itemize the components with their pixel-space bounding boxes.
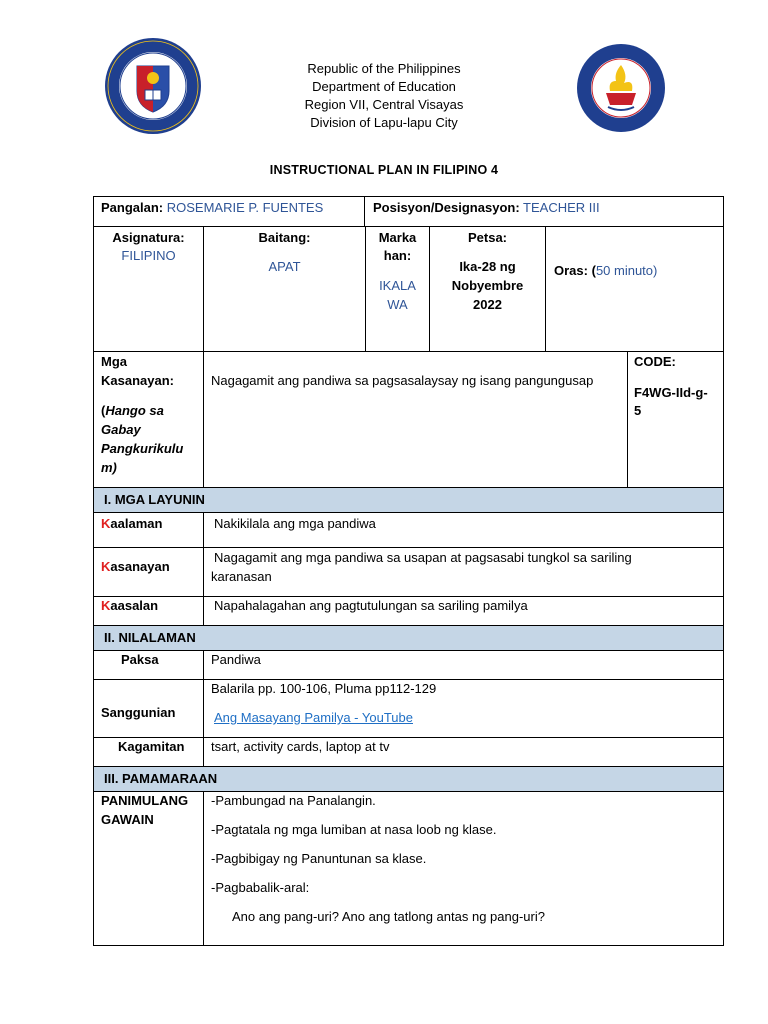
kasanayan-initial: K bbox=[101, 559, 111, 574]
time-value: 50 minuto bbox=[595, 263, 654, 278]
panimulang-label-line1: PANIMULANG bbox=[101, 793, 189, 808]
sanggunian-value: Balarila pp. 100-106, Pluma pp112-129 bbox=[211, 681, 437, 696]
code-value-line2: 5 bbox=[634, 403, 642, 418]
code-label: CODE: bbox=[634, 354, 676, 369]
kasanayan-text-line1: Nagagamit ang mga pandiwa sa usapan at pagsasabi tungkol sa sariling bbox=[214, 550, 632, 565]
procedure-item: -Pagbabalik-aral: bbox=[211, 880, 310, 895]
skills-label-line1: Mga bbox=[101, 354, 127, 369]
grade-label: Baitang: bbox=[258, 230, 311, 245]
kagamitan-value: tsart, activity cards, laptop at tv bbox=[211, 739, 390, 754]
header-line: Department of Education bbox=[312, 79, 456, 94]
kaasalan-label bbox=[101, 596, 158, 615]
header-line: Republic of the Philippines bbox=[307, 61, 461, 76]
time-paren-close: ) bbox=[653, 263, 658, 278]
subject-value: FILIPINO bbox=[121, 248, 176, 263]
paksa-value-cell bbox=[203, 650, 724, 680]
marka-label-line1: Marka bbox=[378, 230, 417, 245]
position-value: TEACHER III bbox=[523, 200, 600, 215]
paksa-label: Paksa bbox=[121, 652, 159, 667]
code-value-line1: F4WG-IId-g- bbox=[634, 385, 708, 400]
position-label: Posisyon/Designasyon: bbox=[373, 200, 520, 215]
date-value-line3: 2022 bbox=[473, 297, 502, 312]
kaalaman-initial: K bbox=[101, 516, 111, 531]
time-label: Oras: bbox=[554, 263, 588, 278]
paksa-value: Pandiwa bbox=[211, 652, 261, 667]
skills-source-paren: ( bbox=[101, 403, 106, 418]
procedure-item: -Pagbibigay ng Panuntunan sa klase. bbox=[211, 851, 427, 866]
kaalaman-text: Nakikilala ang mga pandiwa bbox=[214, 516, 376, 531]
time-paren-open: ( bbox=[591, 263, 596, 278]
skills-source bbox=[101, 401, 164, 420]
kaasalan-text: Napahalagahan ang pagtutulungan sa sariling pamilya bbox=[214, 598, 528, 613]
kagamitan-label: Kagamitan bbox=[118, 739, 185, 754]
panimulang-label-line2: GAWAIN bbox=[101, 812, 154, 827]
kaasalan-rest: aasalan bbox=[110, 598, 159, 613]
time-cell bbox=[545, 226, 724, 352]
agency-header bbox=[284, 60, 484, 132]
kasanayan-rest: asanayan bbox=[110, 559, 170, 574]
sanggunian-label: Sanggunian bbox=[101, 705, 176, 720]
code-cell bbox=[627, 351, 724, 488]
date-value-line1: Ika-28 ng bbox=[459, 259, 516, 274]
kasanayan-label bbox=[101, 557, 170, 576]
section-nilalaman-heading: II. NILALAMAN bbox=[93, 625, 724, 651]
kaasalan-initial: K bbox=[101, 598, 111, 613]
marka-value-line1: IKALA bbox=[379, 278, 416, 293]
subject-label: Asignatura: bbox=[112, 230, 185, 245]
document-title: INSTRUCTIONAL PLAN IN FILIPINO 4 bbox=[269, 163, 499, 177]
date-value-line2: Nobyembre bbox=[451, 278, 524, 293]
skills-source-line1: Hango sa bbox=[105, 403, 164, 418]
name-field bbox=[101, 198, 323, 217]
time-field bbox=[554, 261, 657, 280]
kaalaman-label bbox=[101, 514, 162, 533]
procedure-item: -Pambungad na Panalangin. bbox=[211, 793, 376, 808]
procedure-item: Ano ang pang-uri? Ano ang tatlong antas ng pang-uri? bbox=[232, 909, 545, 924]
marka-value-line2: WA bbox=[387, 297, 408, 312]
section-pamamaraan-heading: III. PAMAMARAAN bbox=[93, 766, 724, 792]
grade-value: APAT bbox=[268, 259, 301, 274]
deped-seal-logo bbox=[103, 36, 203, 136]
skills-source-line2: Gabay bbox=[101, 422, 141, 437]
date-label: Petsa: bbox=[467, 230, 508, 245]
procedure-item: -Pagtatala ng mga lumiban at nasa loob ng klase. bbox=[211, 822, 497, 837]
skills-text: Nagagamit ang pandiwa sa pagsasalaysay ng isang pangungusap bbox=[211, 373, 594, 388]
skills-label-line2: Kasanayan: bbox=[101, 373, 174, 388]
header-line: Region VII, Central Visayas bbox=[304, 97, 464, 112]
division-lapu-lapu-logo bbox=[576, 43, 666, 133]
kaalaman-rest: aalaman bbox=[110, 516, 163, 531]
position-field bbox=[373, 198, 600, 217]
skills-source-line3: Pangkurikulu bbox=[101, 441, 184, 456]
header-line: Division of Lapu-lapu City bbox=[310, 115, 458, 130]
marka-label-line2: han: bbox=[383, 248, 412, 263]
name-label: Pangalan: bbox=[101, 200, 164, 215]
youtube-link[interactable]: Ang Masayang Pamilya - YouTube bbox=[214, 710, 413, 725]
skills-source-line4: m) bbox=[101, 460, 117, 475]
name-value: ROSEMARIE P. FUENTES bbox=[166, 200, 324, 215]
kasanayan-text-line2: karanasan bbox=[211, 569, 272, 584]
section-layunin-heading: I. MGA LAYUNIN bbox=[93, 487, 724, 513]
